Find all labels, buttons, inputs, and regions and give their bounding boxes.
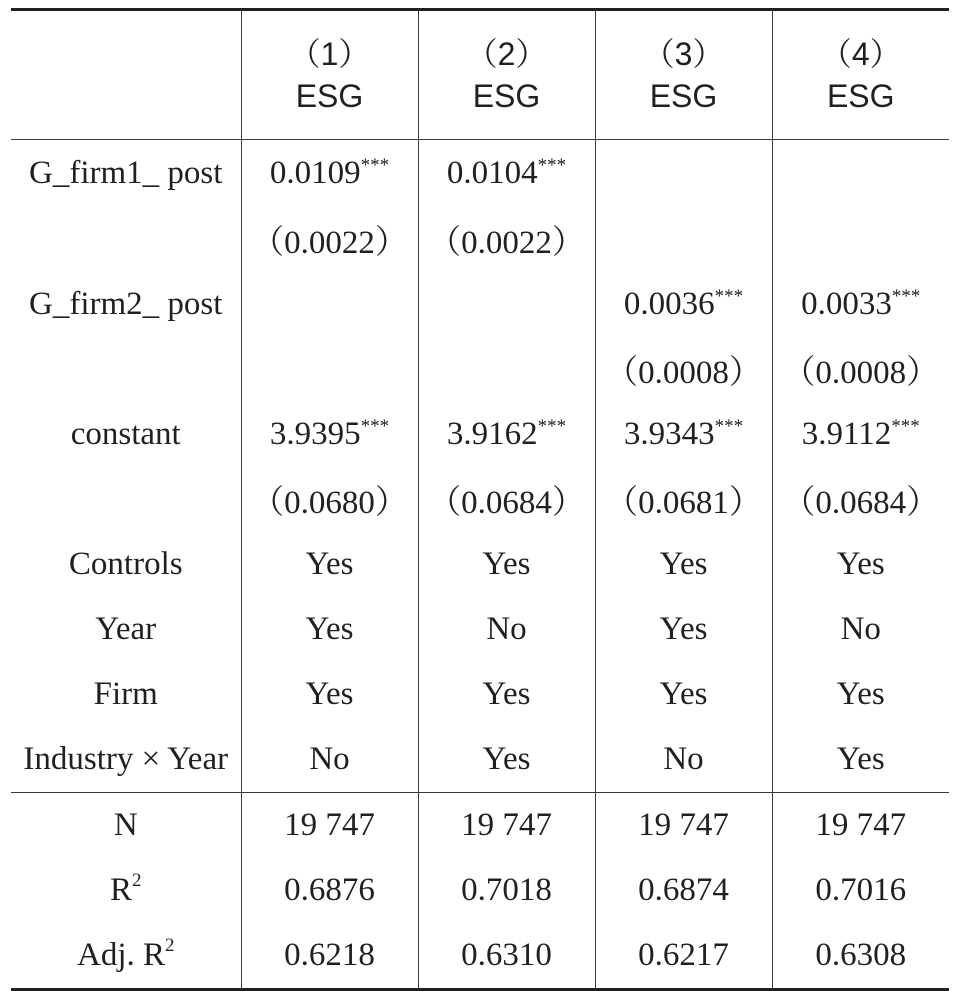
col-3-number: （3） (642, 36, 725, 72)
coef-cell: 0.0033*** (772, 272, 949, 337)
table-row-g-firm2-post-se (11, 337, 949, 402)
col-3-dependent-var: ESG (649, 78, 718, 114)
coef-cell (772, 140, 949, 208)
coef-cell: 3.9112*** (772, 402, 949, 467)
table-cell: 19 747 (241, 793, 418, 859)
row-label: constant (70, 416, 181, 452)
col-2-dependent-var: ESG (472, 78, 541, 114)
table-cell: No (772, 597, 949, 662)
table-cell: Yes (772, 727, 949, 793)
table-cell: No (241, 727, 418, 793)
table-cell: 0.6218 (241, 923, 418, 990)
table-cell: 0.7018 (418, 858, 595, 923)
row-label: G_firm1_ post (29, 155, 223, 191)
table-row-g-firm2-post (11, 272, 949, 337)
se-cell: （0.0680） (241, 467, 418, 532)
table-cell: 0.6310 (418, 923, 595, 990)
se-cell (595, 207, 772, 272)
row-label: N (11, 793, 241, 859)
row-label (11, 207, 241, 272)
table-cell: Yes (418, 727, 595, 793)
significance-stars: *** (714, 416, 744, 437)
table-cell: Yes (418, 532, 595, 597)
se-cell: （0.0022） (418, 207, 595, 272)
significance-stars: *** (360, 416, 390, 437)
header-row (11, 10, 949, 140)
table-row-constant-se (11, 467, 949, 532)
table-cell: 0.6874 (595, 858, 772, 923)
row-label: Industry × Year (23, 741, 229, 777)
table-row-industry-year (11, 727, 949, 793)
header-corner-cell (11, 10, 241, 140)
table-cell: Yes (595, 662, 772, 727)
table-cell: 0.6876 (241, 858, 418, 923)
se-cell: （0.0022） (241, 207, 418, 272)
table-cell: Yes (418, 662, 595, 727)
se-cell (241, 337, 418, 402)
coef-cell: 3.9343*** (595, 402, 772, 467)
table-cell: Yes (241, 662, 418, 727)
table-cell: Yes (241, 597, 418, 662)
coef-cell (418, 272, 595, 337)
coef-cell (241, 272, 418, 337)
se-cell: （0.0681） (595, 467, 772, 532)
table-cell: 19 747 (418, 793, 595, 859)
row-label: Controls (68, 546, 183, 582)
table-row-g-firm1-post-se (11, 207, 949, 272)
significance-stars: *** (714, 286, 744, 307)
se-cell: （0.0684） (772, 467, 949, 532)
table-row-year (11, 597, 949, 662)
row-label (11, 337, 241, 402)
coef-cell: 3.9395*** (241, 402, 418, 467)
table-cell: 0.7016 (772, 858, 949, 923)
table-cell: No (418, 597, 595, 662)
header-col-2 (418, 10, 595, 140)
coef-cell: 3.9162*** (418, 402, 595, 467)
row-label (11, 467, 241, 532)
table-row-g-firm1-post (11, 140, 949, 208)
coef-cell: 0.0036*** (595, 272, 772, 337)
row-label: Year (95, 611, 157, 647)
table-cell: Yes (241, 532, 418, 597)
table-row-firm (11, 662, 949, 727)
table-cell: Yes (772, 662, 949, 727)
header-col-4 (772, 10, 949, 140)
header-col-3 (595, 10, 772, 140)
significance-stars: *** (537, 416, 567, 437)
table-row-constant (11, 402, 949, 467)
coef-cell: 0.0109*** (241, 140, 418, 208)
significance-stars: *** (360, 155, 390, 176)
header-col-1 (241, 10, 418, 140)
se-cell (772, 207, 949, 272)
row-label: Firm (93, 676, 158, 712)
table-row-r2 (11, 858, 949, 923)
col-4-dependent-var: ESG (826, 78, 895, 114)
table-cell: Yes (772, 532, 949, 597)
col-1-dependent-var: ESG (295, 78, 364, 114)
table-cell: Yes (595, 597, 772, 662)
col-2-number: （2） (465, 36, 548, 72)
row-label: G_firm2_ post (29, 286, 223, 322)
table-cell: 0.6308 (772, 923, 949, 990)
table-row-adj-r2 (11, 923, 949, 990)
col-4-number: （4） (819, 36, 902, 72)
superscript: 2 (165, 935, 175, 956)
se-cell (418, 337, 595, 402)
table-cell: No (595, 727, 772, 793)
row-label: $R^2$ (109, 870, 142, 908)
coef-cell: 0.0104*** (418, 140, 595, 208)
significance-stars: *** (891, 416, 920, 437)
table-cell: Yes (595, 532, 772, 597)
coef-cell (595, 140, 772, 208)
row-label: Adj. $R^2$ (11, 923, 241, 990)
col-1-number: （1） (288, 36, 371, 72)
significance-stars: *** (537, 155, 567, 176)
se-cell: （0.0008） (595, 337, 772, 402)
table-row-n (11, 793, 949, 859)
se-cell: （0.0008） (772, 337, 949, 402)
regression-table (11, 8, 949, 991)
table-row-controls (11, 532, 949, 597)
table-cell: 0.6217 (595, 923, 772, 990)
table-cell: 19 747 (595, 793, 772, 859)
superscript: 2 (132, 870, 142, 891)
significance-stars: *** (891, 286, 921, 307)
se-cell: （0.0684） (418, 467, 595, 532)
table-cell: 19 747 (772, 793, 949, 859)
